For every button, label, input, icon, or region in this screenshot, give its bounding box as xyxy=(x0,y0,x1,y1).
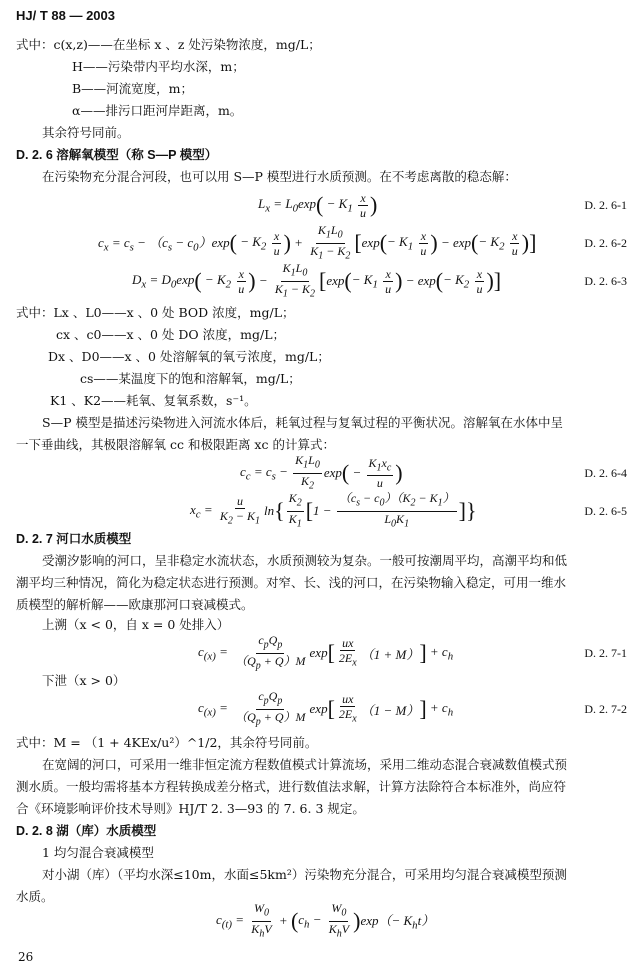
equation-number: D. 2. 6-4 xyxy=(584,466,627,480)
symbol-def: H——污染带内平均水深，m； xyxy=(72,59,245,74)
where-clause: 式中：Lx 、L0——x 、0 处 BOD 浓度，mg/L； xyxy=(16,305,295,320)
equation: $c_{(x)}$ = $\frac{c_pQ_p}{(Q_p + Q)M}$ exp [ $\frac{ux}{2E_x}$ （1 − M） ] + $c_h$ xyxy=(198,689,454,727)
symbol-def: K1 、K2——耗氧、复氧系数，s⁻¹。 xyxy=(50,393,257,408)
equation: $x_c$ = $\frac{u}{K_2 - K_1}$ ln { $\frac{K_2}{K_1}$ [ 1 − $\frac{(c_s - c_0)(K_2 - K_1)}{L_0K_1}$ ]} xyxy=(190,491,477,529)
case-label: 上溯（x < 0，自 x = 0 处排入） xyxy=(42,617,230,632)
symbol-def: Dx 、D0——x 、0 处溶解氧的氧亏浓度，mg/L； xyxy=(48,349,330,364)
symbol-def: cx 、c0——x 、0 处 DO 浓度，mg/L； xyxy=(56,327,286,342)
paragraph: 对小湖（库）（平均水深≤10m，水面≤5km²）污染物充分混合，可采用均匀混合衰减模型预测 xyxy=(42,867,567,882)
where-clause: 式中：c(x,z)——在坐标 x 、z 处污染物浓度，mg/L； xyxy=(16,37,321,52)
paragraph: 一下垂曲线，其极限溶解氧 cc 和极限距离 xc 的计算式： xyxy=(16,437,335,452)
paragraph: 合《环境影响评价技术导则》HJ/T 2. 3—93 的 7. 6. 3 规定。 xyxy=(16,801,365,816)
page-number: 26 xyxy=(18,950,34,964)
section-heading: D. 2. 8 湖（库）水质模型 xyxy=(16,824,157,838)
symbol-def: α——排污口距河岸距离，m。 xyxy=(72,103,243,118)
equation: $D_x = D_0\exp$ ( − $K_2$ $\frac{x}{u}$ ) − $\frac{K_1L_0}{K_1 - K_2}$ [ exp ( − $K_1$ $\frac{x}{u}$ ) − exp ( − $K_2$ $\frac{x}{u}$ )] xyxy=(132,261,502,299)
equation: $c_{(t)}$ = $\frac{W_0}{K_hV}$ + ( $c_h$ − $\frac{W_0}{K_hV}$ ) $\exp(- K_ht)$ xyxy=(216,901,435,939)
equation: $L_x = L_0\exp$ ( − $K_1$ $\frac{x}{u}$ ) xyxy=(258,190,378,220)
paragraph: 在宽阔的河口，可采用一维非恒定流方程数值模式计算流场，采用二维动态混合衰减数值模式预 xyxy=(42,757,568,772)
symbol-def: B——河流宽度，m； xyxy=(72,81,194,96)
equation-number: D. 2. 6-2 xyxy=(584,236,627,250)
paragraph: S—P 模型是描述污染物进入河流水体后，耗氧过程与复氧过程的平衡状况。溶解氧在水体中呈 xyxy=(42,415,563,430)
paragraph: 质模型的解析解——欧康那河口衰减模式。 xyxy=(16,597,254,612)
equation-number: D. 2. 6-5 xyxy=(584,504,627,518)
equation-number: D. 2. 7-2 xyxy=(584,702,627,716)
paragraph: 受潮汐影响的河口，呈非稳定水流状态，水质预测较为复杂。一般可按潮周平均，高潮平均和低 xyxy=(42,553,568,568)
section-heading: D. 2. 7 河口水质模型 xyxy=(16,532,132,546)
note-text: 其余符号同前。 xyxy=(42,125,130,140)
equation: $c_x = c_s - (c_s - c_0)\exp$ ( − $K_2$ $\frac{x}{u}$ ) + $\frac{K_1L_0}{K_1 - K_2}$ [ exp ( − $K_1$ $\frac{x}{u}$ ) − exp ( − $K_2$ $\frac{x}{u}$ )] xyxy=(98,223,537,261)
symbol-def: cs——某温度下的饱和溶解氧，mg/L； xyxy=(80,371,301,386)
section-heading: D. 2. 6 溶解氧模型（称 S—P 模型） xyxy=(16,148,218,162)
paragraph: 测水质。一般均需将基本方程转换成差分格式，进行数值法求解，计算方法除符合本标准外，尚应符 xyxy=(16,779,567,794)
header-standard-code: HJ/ T 88 — 2003 xyxy=(16,8,115,23)
where-clause: 式中：M = （1 + 4KEx/u²）^1/2，其余符号同前。 xyxy=(16,735,318,750)
paragraph: 水质。 xyxy=(16,889,54,904)
case-label: 下泄（x > 0） xyxy=(42,673,126,688)
subsection-heading: 1 均匀混合衰减模型 xyxy=(42,845,154,860)
equation-number: D. 2. 7-1 xyxy=(584,646,627,660)
equation: $c_{(x)}$ = $\frac{c_pQ_p}{(Q_p + Q)M}$ exp [ $\frac{ux}{2E_x}$ （1 + M） ] + $c_h$ xyxy=(198,633,454,671)
paragraph: 在污染物充分混合河段，也可以用 S—P 模型进行水质预测。在不考虑离散的稳态解： xyxy=(42,169,517,184)
equation: $c_c = c_s$ − $\frac{K_1L_0}{K_2}$ exp ( − $\frac{K_1x_c}{u}$ ) xyxy=(240,453,403,491)
equation-number: D. 2. 6-1 xyxy=(584,198,627,212)
paragraph: 潮平均三种情况，简化为稳定状态进行预测。对窄、长、浅的河口，在污染物输入稳定，可用一维水 xyxy=(16,575,567,590)
equation-number: D. 2. 6-3 xyxy=(584,274,627,288)
